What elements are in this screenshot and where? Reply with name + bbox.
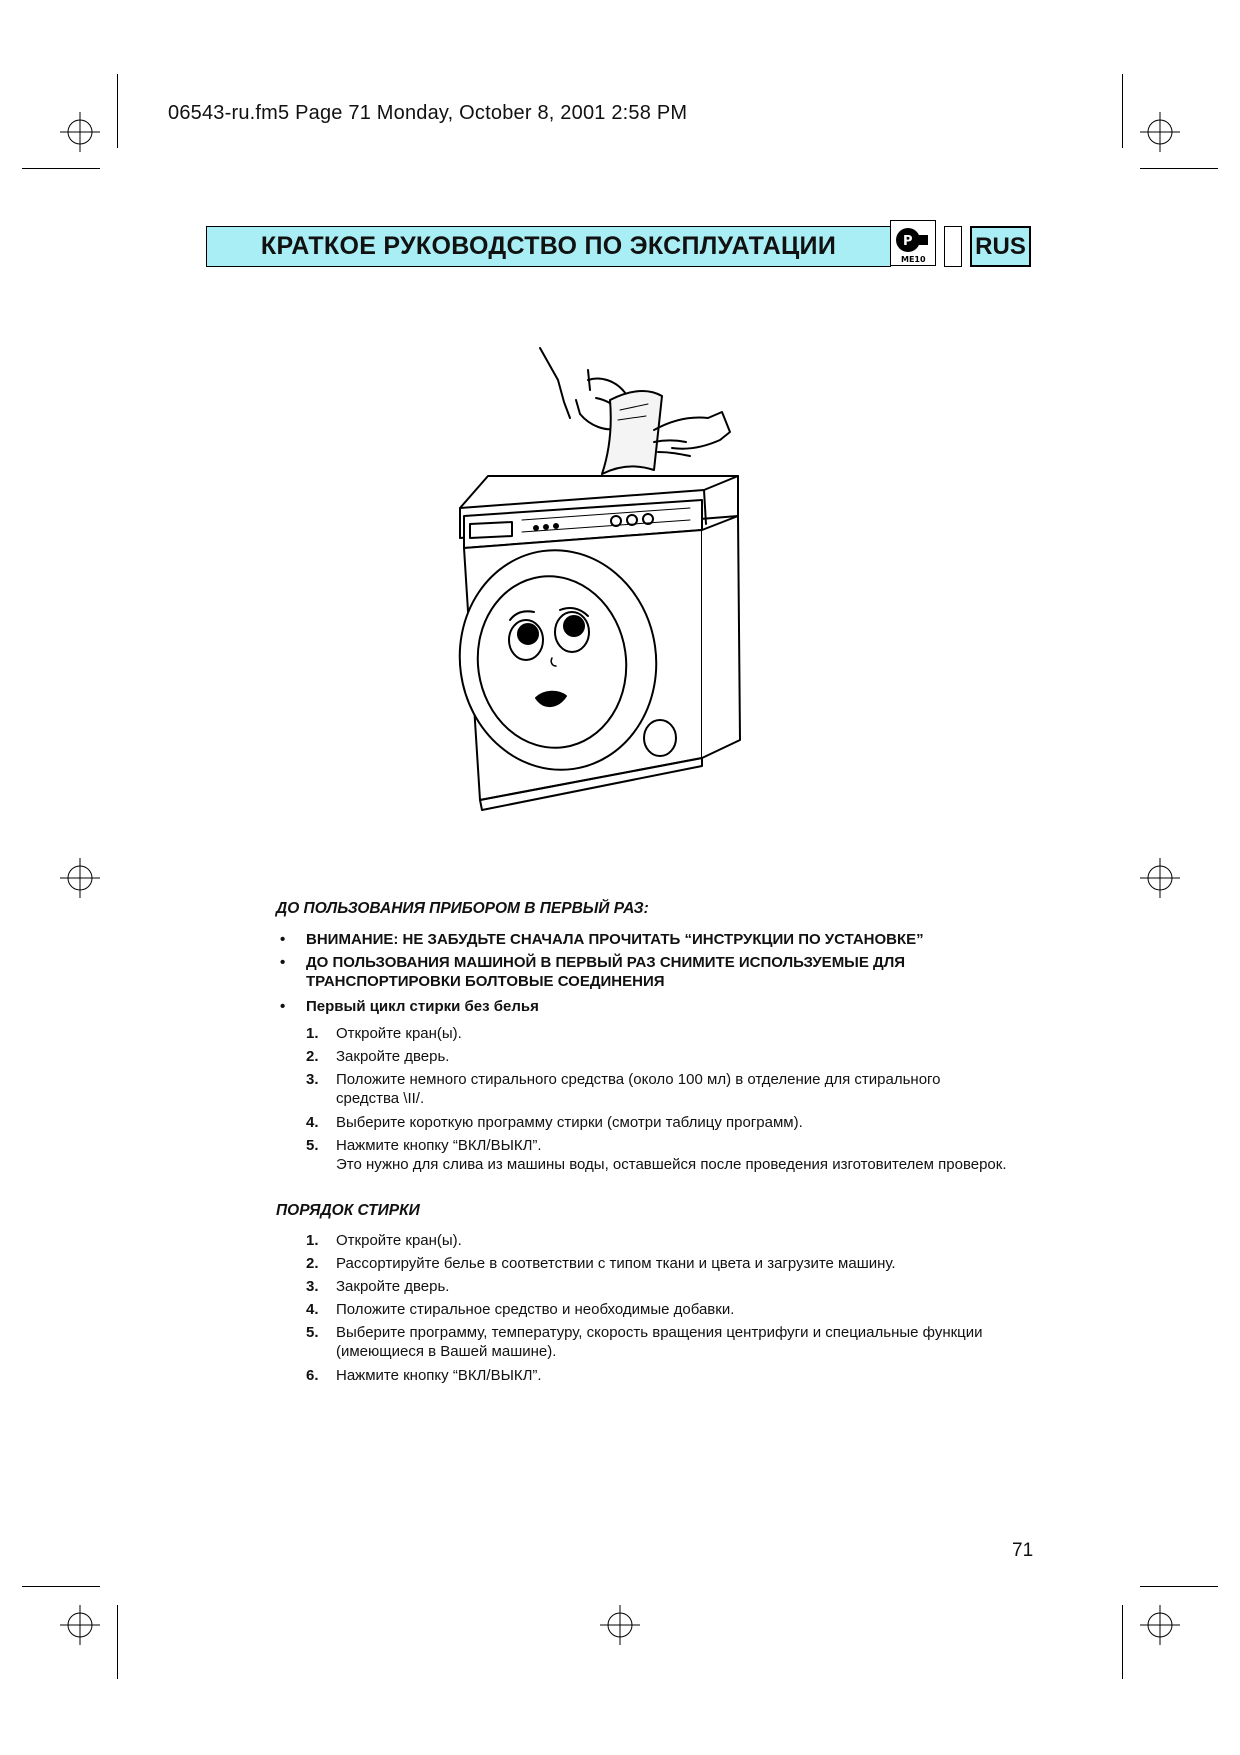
bullet-icon: •	[280, 931, 286, 948]
step-text: Закройте дверь.	[336, 1278, 450, 1295]
crop-line	[117, 74, 118, 148]
cert-code: ME10	[901, 255, 926, 264]
step-number: 5.	[306, 1137, 319, 1154]
step-number: 5.	[306, 1324, 319, 1341]
step-text: Положите стиральное средство и необходимые добавки.	[336, 1301, 735, 1318]
crop-line	[1122, 74, 1123, 148]
section-heading-washing: ПОРЯДОК СТИРКИ	[276, 1202, 420, 1219]
title-banner	[206, 226, 891, 267]
step-text: Выберите короткую программу стирки (смотри таблицу программ).	[336, 1114, 803, 1131]
registration-mark-icon	[60, 112, 100, 152]
section-heading-first-use: ДО ПОЛЬЗОВАНИЯ ПРИБОРОМ В ПЕРВЫЙ РАЗ:	[276, 900, 649, 917]
registration-mark-icon	[60, 1605, 100, 1645]
page-number: 71	[1012, 1540, 1034, 1561]
registration-mark-icon	[1140, 858, 1180, 898]
step-text: Нажмите кнопку “ВКЛ/ВЫКЛ”.	[336, 1367, 542, 1384]
step-text: Выберите программу, температуру, скорость вращения центрифуги и специальные функции (имеющиеся в Вашей машине).	[336, 1324, 983, 1360]
step-number: 3.	[306, 1071, 319, 1088]
bullet-text: ДО ПОЛЬЗОВАНИЯ МАШИНОЙ В ПЕРВЫЙ РАЗ СНИМИТЕ ИСПОЛЬЗУЕМЫЕ ДЛЯ ТРАНСПОРТИРОВКИ БОЛТОВЫЕ СОЕДИНЕНИЯ	[306, 954, 906, 990]
step-text: Нажмите кнопку “ВКЛ/ВЫКЛ”.	[336, 1137, 542, 1154]
crop-line	[117, 1605, 118, 1679]
certification-mark-icon	[890, 220, 936, 266]
step-text: Закройте дверь.	[336, 1048, 450, 1065]
registration-mark-icon	[60, 858, 100, 898]
step-text: Откройте кран(ы).	[336, 1232, 462, 1249]
crop-line	[22, 168, 100, 169]
step-number: 4.	[306, 1114, 319, 1131]
registration-mark-icon	[1140, 112, 1180, 152]
crop-line	[22, 1586, 100, 1587]
bullet-icon: •	[280, 954, 286, 971]
step-text: Рассортируйте белье в соответствии с типом ткани и цвета и загрузите машину.	[336, 1255, 896, 1272]
step-number: 4.	[306, 1301, 319, 1318]
registration-mark-icon	[1140, 1605, 1180, 1645]
bullet-text: Первый цикл стирки без белья	[306, 998, 539, 1015]
title-spacer-box	[944, 226, 962, 267]
step-number: 3.	[306, 1278, 319, 1295]
registration-mark-icon	[600, 1605, 640, 1645]
step-text: Откройте кран(ы).	[336, 1025, 462, 1042]
step-number: 2.	[306, 1048, 319, 1065]
step-note-text: Это нужно для слива из машины воды, оставшейся после проведения изготовителем проверок.	[336, 1156, 1007, 1173]
svg-text:P: P	[903, 234, 913, 249]
step-number: 1.	[306, 1232, 319, 1249]
step-number: 2.	[306, 1255, 319, 1272]
bullet-text: ВНИМАНИЕ: НЕ ЗАБУДЬТЕ СНАЧАЛА ПРОЧИТАТЬ “ИНСТРУКЦИИ ПО УСТАНОВКЕ”	[306, 931, 924, 948]
crop-line	[1140, 1586, 1218, 1587]
file-header-stamp: 06543-ru.fm5 Page 71 Monday, October 8, 2001 2:58 PM	[168, 102, 688, 124]
step-number: 1.	[306, 1025, 319, 1042]
bullet-icon: •	[280, 998, 286, 1015]
crop-line	[1140, 168, 1218, 169]
step-text: Положите немного стирального средства (около 100 мл) в отделение для стирального средства \II/.	[336, 1071, 941, 1107]
step-number: 6.	[306, 1367, 319, 1384]
washing-machine-illustration	[440, 340, 820, 840]
language-badge: RUS	[970, 226, 1031, 267]
crop-line	[1122, 1605, 1123, 1679]
page-title: КРАТКОЕ РУКОВОДСТВО ПО ЭКСПЛУАТАЦИИ	[260, 232, 837, 260]
